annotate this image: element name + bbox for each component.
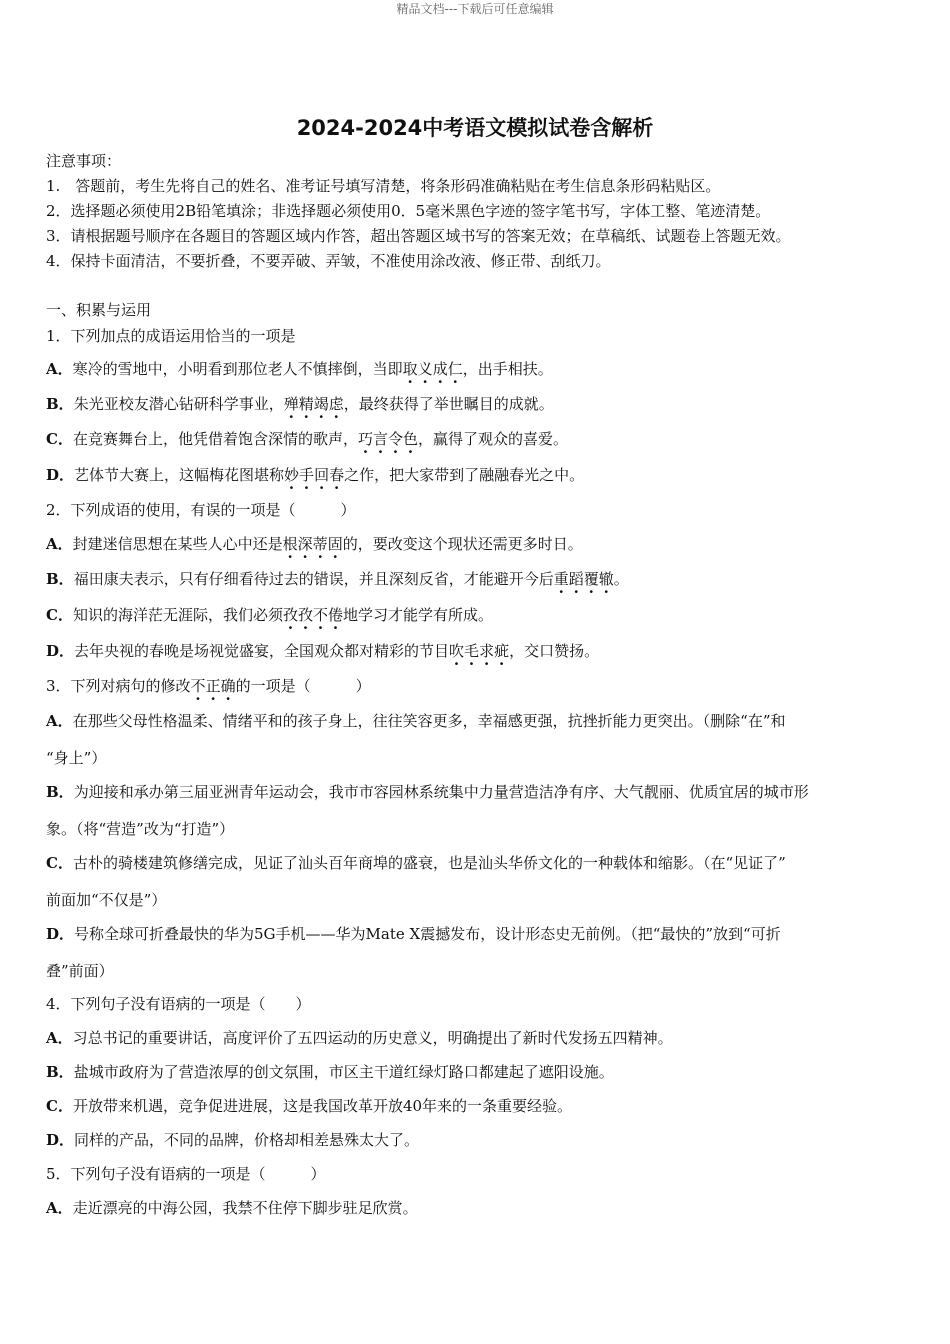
option-line: D．号称全球可折叠最快的华为5G手机——华为Mate X震撼发布，设计形态史无前例。（把“最快的”放到“可折 [46,925,781,943]
exam-title: 2024-2024中考语文模拟试卷含解析 [296,116,654,140]
marked-idiom: 取义成仁 [402,360,463,378]
option-line: D．去年央视的春晚是场视觉盛宴，全国观众都对精彩的节目吹毛求疵，交口赞扬。 [46,642,600,660]
marked-idiom: 殚精竭虑 [283,395,344,413]
option-continuation: 叠”前面） [46,962,114,980]
option-continuation: 前面加“不仅是”） [46,891,167,909]
question-stem: 1．下列加点的成语运用恰当的一项是 [46,327,296,345]
notice-item: 2．选择题必须使用2B铅笔填涂；非选择题必须使用0．5毫米黑色字迹的签字笔书写，字体工整、笔迹清楚。 [46,202,771,220]
marked-idiom: 妙手回春 [284,466,345,484]
question-stem: 3．下列对病句的修改不正确的一项是（ ） [46,677,371,695]
option-line: B．福田康夫表示，只有仔细看待过去的错误，并且深刻反省，才能避开今后重蹈覆辙。 [46,570,629,588]
option-line: A．走近漂亮的中海公园，我禁不住停下脚步驻足欣赏。 [46,1199,418,1217]
option-line: A．封建迷信思想在某些人心中还是根深蒂固的，要改变这个现状还需更多时日。 [46,535,583,553]
option-line: D．同样的产品，不同的品牌，价格却相差悬殊太大了。 [46,1131,420,1149]
notice-item: 3．请根据题号顺序在各题目的答题区域内作答，超出答题区域书写的答案无效；在草稿纸、试题卷上答题无效。 [46,227,791,245]
option-line: A．寒冷的雪地中，小明看到那位老人不慎摔倒，当即取义成仁，出手相扶。 [46,360,553,378]
marked-idiom: 重蹈覆辙 [553,570,614,588]
option-line: B．盐城市政府为了营造浓厚的创文氛围，市区主干道红绿灯路口都建起了遮阳设施。 [46,1063,614,1081]
question-stem: 2．下列成语的使用，有误的一项是（ ） [46,501,356,519]
marked-word: 不正确 [190,677,236,695]
option-line: A．在那些父母性格温柔、情绪平和的孩子身上，往往笑容更多，幸福感更强，抗挫折能力更突出。（删除“在”和 [46,712,786,730]
option-line: D．艺体节大赛上，这幅梅花图堪称妙手回春之作，把大家带到了融融春光之中。 [46,466,585,484]
notice-item: 1. 答题前，考生先将自己的姓名、准考证号填写清楚，将条形码准确粘贴在考生信息条形码粘贴区。 [46,177,721,195]
page-watermark: 精品文档---下载后可任意编辑 [396,2,554,16]
option-continuation: 象。（将“营造”改为“打造”） [46,820,235,838]
option-line: C．开放带来机遇，竞争促进进展，这是我国改革开放40年来的一条重要经验。 [46,1097,573,1115]
option-line: B．朱光亚校友潜心钻研科学事业，殚精竭虑，最终获得了举世瞩目的成就。 [46,395,554,413]
option-line: C．知识的海洋茫无涯际，我们必须孜孜不倦地学习才能学有所成。 [46,606,494,624]
notice-item: 4．保持卡面清洁，不要折叠，不要弄破、弄皱，不准使用涂改液、修正带、刮纸刀。 [46,252,611,270]
marked-idiom: 根深蒂固 [282,535,343,553]
option-line: A．习总书记的重要讲话，高度评价了五四运动的历史意义，明确提出了新时代发扬五四精神。 [46,1029,673,1047]
marked-idiom: 巧言令色 [357,430,419,448]
marked-idiom: 吹毛求疵 [449,642,510,660]
option-line: C．在竞赛舞台上，他凭借着饱含深情的歌声，巧言令色，赢得了观众的喜爱。 [46,430,569,448]
option-continuation: “身上”） [46,749,107,767]
question-stem: 5．下列句子没有语病的一项是（ ） [46,1165,326,1183]
question-stem: 4．下列句子没有语病的一项是（ ） [46,995,311,1013]
option-line: C．古朴的骑楼建筑修缮完成，见证了汕头百年商埠的盛衰，也是汕头华侨文化的一种载体和缩影。（在“见证了” [46,854,786,872]
marked-idiom: 孜孜不倦 [282,606,344,624]
option-line: B．为迎接和承办第三届亚洲青年运动会，我市市容园林系统集中力量营造洁净有序、大气靓丽、优质宜居的城市形 [46,783,809,801]
section-heading: 一、积累与运用 [46,301,152,319]
notice-heading: 注意事项： [46,152,122,170]
